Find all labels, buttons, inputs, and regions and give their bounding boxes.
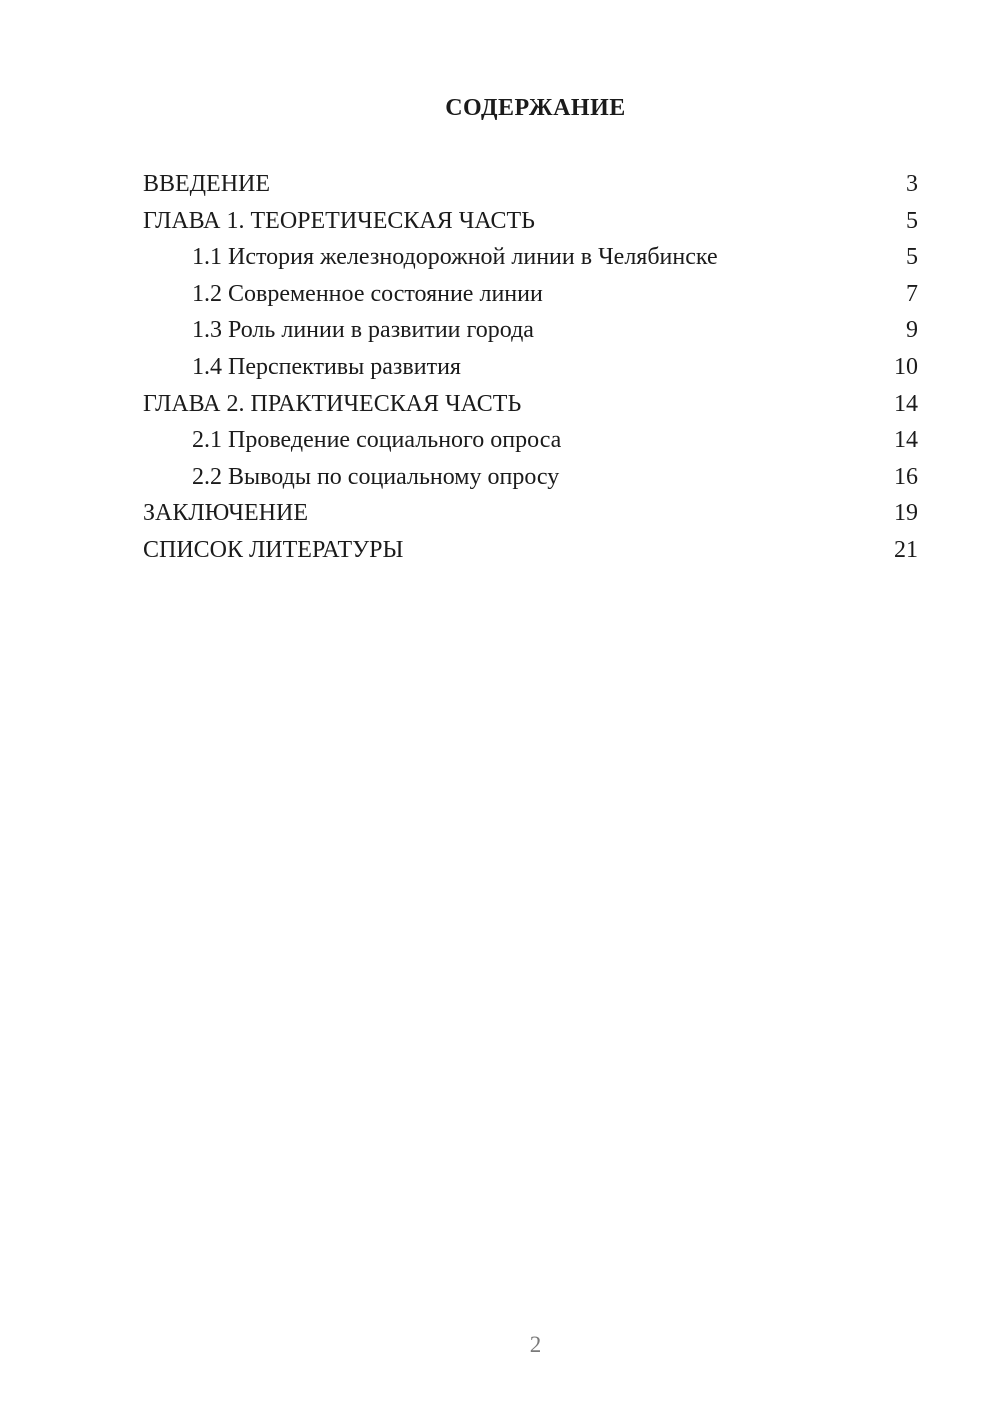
toc-list (143, 166, 928, 569)
toc-entry-label: 2.1 Проведение социального опроса (192, 427, 562, 454)
page-title: СОДЕРЖАНИЕ (445, 95, 626, 121)
toc-entry-page: 5 (906, 244, 918, 271)
toc-entry-page: 9 (906, 317, 918, 344)
toc-entry (143, 349, 928, 386)
toc-entry-page: 19 (894, 500, 918, 527)
toc-entry-label: 1.4 Перспективы развития (192, 353, 461, 380)
page-number-footer: 2 (529, 1332, 542, 1357)
toc-entry-label: ВВЕДЕНИЕ (143, 171, 271, 197)
toc-entry-label: ГЛАВА 1. ТЕОРЕТИЧЕСКАЯ ЧАСТЬ (143, 207, 535, 234)
toc-entry (143, 203, 928, 240)
toc-entry (143, 495, 928, 532)
toc-entry-label: 1.1 История железнодорожной линии в Челябинске (192, 244, 718, 271)
toc-entry-page: 5 (906, 207, 918, 234)
toc-entry-label: 1.2 Современное состояние линии (192, 280, 543, 307)
toc-entry-label: СПИСОК ЛИТЕРАТУРЫ (143, 536, 404, 563)
toc-entry-page: 21 (894, 536, 918, 563)
toc-entry (143, 459, 928, 496)
page-content (143, 0, 928, 569)
toc-entry (143, 239, 928, 276)
toc-entry (143, 422, 928, 459)
toc-entry-label: 1.3 Роль линии в развитии города (192, 317, 534, 344)
toc-entry-label: ЗАКЛЮЧЕНИЕ (143, 500, 308, 527)
toc-entry (143, 276, 928, 313)
toc-entry-page: 10 (894, 353, 918, 380)
toc-entry-label: ГЛАВА 2. ПРАКТИЧЕСКАЯ ЧАСТЬ (143, 390, 522, 417)
toc-entry-page: 7 (906, 280, 918, 307)
toc-entry (143, 166, 928, 203)
toc-entry (143, 386, 928, 423)
toc-entry-page: 3 (906, 171, 918, 197)
toc-entry-label: 2.2 Выводы по социальному опросу (192, 463, 560, 490)
toc-entry-page: 14 (894, 390, 918, 417)
toc-entry-page: 14 (894, 427, 918, 454)
toc-entry (143, 312, 928, 349)
toc-entry-page: 16 (894, 463, 918, 490)
toc-entry (143, 532, 928, 569)
